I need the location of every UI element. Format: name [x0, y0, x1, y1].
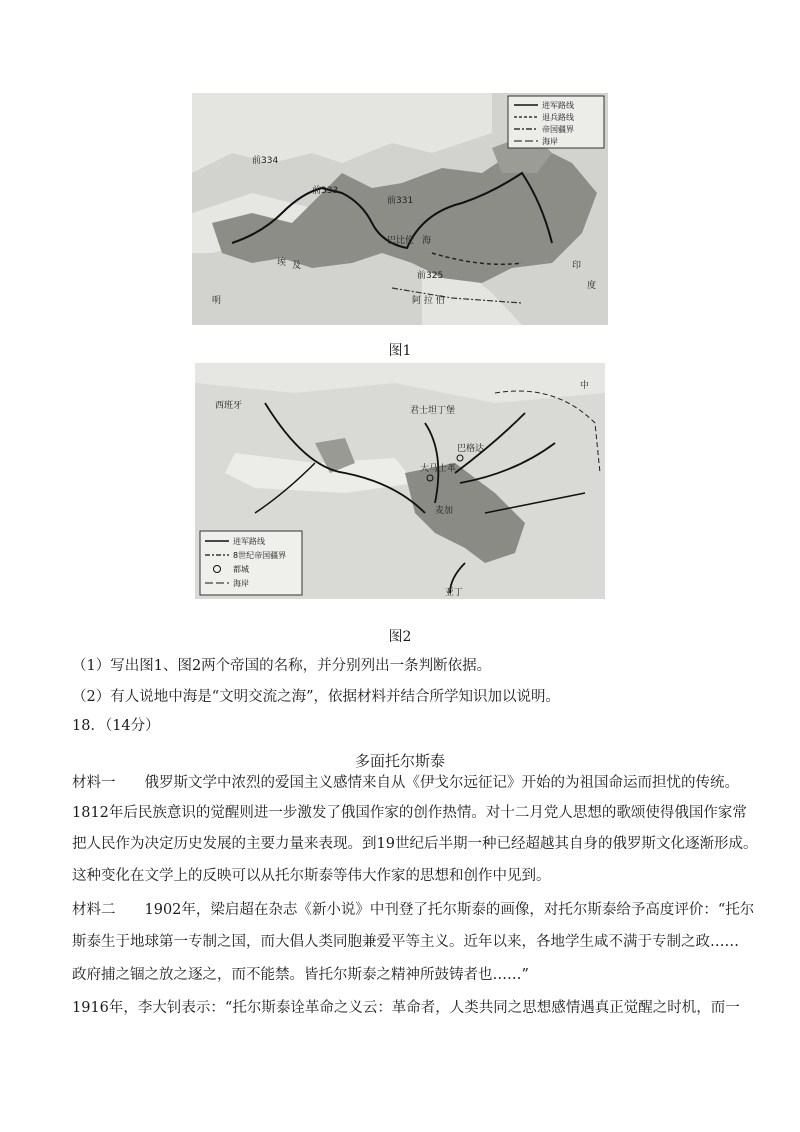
question-1: （1）写出图1、图2两个帝国的名称，并分别列出一条判断依据。: [72, 658, 492, 674]
material-line-1: 材料一 俄罗斯文学中浓烈的爱国主义感情来自从《伊戈尔远征记》开始的为祖国命运而担忧的传统。: [72, 775, 739, 791]
map1-label-india: 印: [572, 261, 582, 271]
map-1-graphic: [192, 93, 608, 325]
map1-legend-4: 海岸: [542, 137, 558, 146]
map1-label-arabia: 阿 拉 伯: [412, 296, 445, 306]
map1-label-egypt-2: 及: [292, 261, 302, 271]
question-18-header: 18．（14分）: [72, 718, 160, 734]
map1-label-sea: 海: [422, 236, 432, 246]
map2-label-damascus: 大马士革: [420, 464, 457, 474]
map2-legend-4: 海岸: [233, 579, 249, 588]
map2-label-mecca: 麦加: [435, 506, 454, 516]
map2-legend-1: 进军路线: [233, 537, 265, 546]
map2-label-baghdad: 巴格达: [457, 444, 485, 454]
map1-label-babylon: 巴比伦: [387, 236, 415, 246]
map1-label-334: 前334: [252, 156, 279, 166]
material-line-2: 1812年后民族意识的觉醒则进一步激发了俄国作家的创作热情。对十二月党人思想的歌颂使得俄国作家常: [72, 805, 747, 821]
map2-label-constantinople: 君士坦丁堡: [410, 406, 456, 416]
material-line-6: 斯泰生于地球第一专制之国，而大倡人类同胞兼爱平等主义。近年以来，各地学生咸不满于专制之政……: [72, 934, 739, 950]
map1-label-du: 度: [587, 281, 597, 291]
section-title: 多面托尔斯泰: [354, 752, 445, 770]
material-line-4: 这种变化在文学上的反映可以从托尔斯泰等伟大作家的思想和创作中见到。: [72, 868, 551, 884]
map-figure-2: [195, 363, 605, 599]
map2-label-aden: 亚丁: [445, 588, 464, 598]
map-figure-1: [192, 93, 608, 325]
figure-2-caption: 图2: [388, 629, 412, 645]
map2-legend-2: 8世纪帝国疆界: [233, 551, 287, 560]
question-2: （2）有人说地中海是“文明交流之海”，依据材料并结合所学知识加以说明。: [72, 689, 561, 705]
map2-label-spain: 西班牙: [215, 401, 243, 411]
map1-legend-1: 进军路线: [542, 101, 574, 110]
map1-legend-3: 帝国疆界: [542, 125, 574, 134]
material-line-3: 把人民作为决定历史发展的主要力量来表现。到19世纪后半期一种已经超越其自身的俄罗斯文化逐渐形成。: [72, 836, 758, 852]
map1-legend-2: 退兵路线: [542, 113, 574, 122]
figure-1-caption: 图1: [388, 343, 412, 359]
map1-label-325: 前325: [417, 271, 444, 281]
map1-label-egypt-1: 埃: [277, 258, 287, 268]
map2-label-zhong: 中: [580, 381, 590, 391]
map1-label-331: 前331: [387, 196, 414, 206]
map1-label-333: 前333: [312, 186, 339, 196]
material-line-7: 政府捕之锢之放之逐之，而不能禁。皆托尔斯泰之精神所鼓铸者也……”: [72, 967, 529, 983]
map-2-graphic: [195, 363, 605, 599]
map2-legend-3: 都城: [233, 565, 249, 574]
material-line-8: 1916年，李大钊表示：“托尔斯泰诠革命之义云：革命者，人类共同之思想感情遇真正觉醒之时机，而一: [72, 1000, 740, 1016]
map1-label-ming: 明: [212, 296, 222, 306]
material-line-5: 材料二 1902年，梁启超在杂志《新小说》中刊登了托尔斯泰的画像，对托尔斯泰给予高度评价：“托尔: [72, 902, 755, 918]
